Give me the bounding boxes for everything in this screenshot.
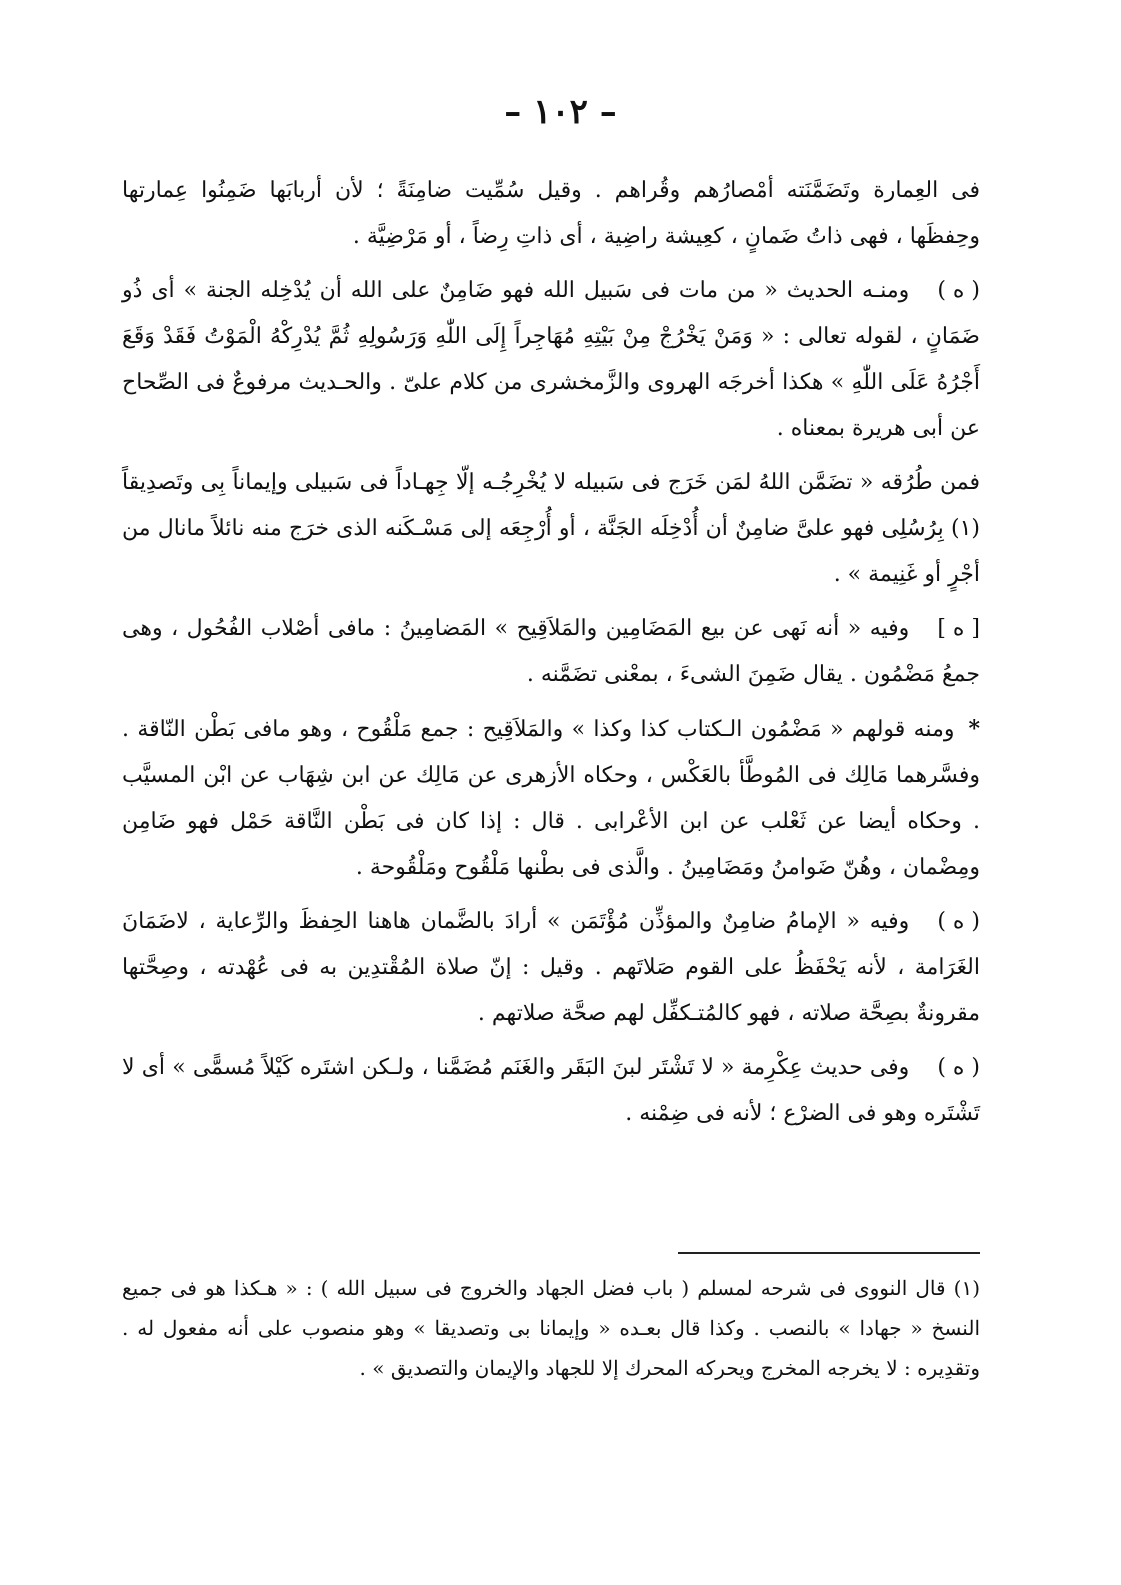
footnote-divider bbox=[678, 1252, 980, 1254]
paragraph-text: وفيه « الإمامُ ضامِنٌ والمؤذِّن مُؤْتَمَن » أرادَ بالضَّمان هاهنا الحِفظَ والرِّعاية ، لاضَمَانَ الغَرَامة ، لأنه يَحْفَظُ على القوم صَلاتَهم . وقيل : إنّ صلاة المُقْتدِين به فى عُهْدته ، وصِحَّتها مقرونةٌ بصِحَّة صلاته ، فهو كالمُتـكفِّل لهم صحَّة صلاتهم . bbox=[122, 909, 980, 1026]
main-text bbox=[122, 168, 980, 1145]
paragraph-1 bbox=[122, 168, 980, 260]
footnote bbox=[122, 1268, 980, 1388]
paragraph-2 bbox=[122, 268, 980, 452]
footnote-text: (١) قال النووى فى شرحه لمسلم ( باب فضل الجهاد والخروج فى سبيل الله ) : « هـكذا هو فى جميع النسخ « جهادا » بالنصب . وكذا قال بعـده « وإيمانا بى وتصديقا » وهو منصوب على أنه مفعول له . وتقدِيره : لا يخرجه المخرج ويحركه المحرك إلا للجهاد والإيمان والتصديق » . bbox=[122, 1276, 980, 1380]
paragraph-7 bbox=[122, 1045, 980, 1137]
star-marker: * bbox=[968, 716, 980, 742]
hadith-marker: ( ه ) bbox=[937, 909, 980, 934]
paragraph-text: ومنـه الحديث « من مات فى سَبيل الله فهو ضَامِنٌ على الله أن يُدْخِله الجنة » أى ذُو ضَمَانٍ ، لقوله تعالى : « وَمَنْ يَخْرُجْ مِنْ بَيْتِهِ مُهَاجِراً إِلَى اللّٰهِ وَرَسُولِهِ ثُمَّ يُدْرِكْهُ الْمَوْتُ فَقَدْ وَقَعَ أَجْرُهُ عَلَى اللّٰهِ » هكذا أخرجَه الهروى والزَّمخشرى من كلام علىّ . والحـديث مرفوعٌ فى الصِّحاح عن أبى هريرة بمعناه . bbox=[122, 278, 980, 441]
paragraph-text: فمن طُرُقه « تضَمَّن اللهُ لمَن خَرَج فى سَبيله لا يُخْرِجُـه إلّا جِهـاداً فى سَبيلى وإيماناً بِى وتَصدِيقاً (١) بِرُسُلِى فهو علىَّ ضامِنٌ أن أُدْخِلَه الجَنَّة ، أو أُرْجِعَه إلى مَسْـكَنه الذى خرَج منه نائلاً مانال من أجْرٍ أو غَنِيمة » . bbox=[122, 470, 981, 587]
paragraph-text: وفى حديث عِكْرِمة « لا تَشْتَر لبنَ البَقَر والغَنَم مُضَمَّنا ، ولـكن اشتَره كَيْلاً مُسمًّى » أى لا تَشْتَره وهو فى الضرْع ؛ لأنه فى ضِمْنه . bbox=[122, 1055, 980, 1126]
hadith-marker: ( ه ) bbox=[937, 1055, 980, 1080]
paragraph-3 bbox=[122, 460, 980, 598]
paragraph-5 bbox=[122, 706, 980, 891]
page-number: – ١٠٢ – bbox=[504, 92, 617, 132]
paragraph-text: ومنه قولهم « مَضْمُون الـكتاب كذا وكذا » والمَلاَقِيح : جمع مَلْقُوح ، وهو مافى بَطْن النّاقة . وفسَّرهما مَالِك فى المُوطَّأ بالعَكْس ، وحكاه الأزهرى عن مَالِك عن ابن شِهَاب عن ابْن المسيَّب . وحكاه أيضا عن ثَعْلب عن ابن الأعْرابى . قال : إذا كان فى بَطْن النَّاقة حَمْل فهو ضَامِن ومِضْمان ، وهُنّ ضَوامنُ ومَضَامِينُ . والَّذى فى بطْنها مَلْقُوح ومَلْقُوحة . bbox=[122, 717, 980, 880]
paragraph-text: وفيه « أنه نَهى عن بيع المَضَامِين والمَلاَقِيح » المَضامِينُ : مافى أصْلاب الفُحُول ، وهى جمعُ مَضْمُون . يقال ضَمِنَ الشىءَ ، بمعْنى تضَمَّنه . bbox=[122, 616, 980, 687]
paragraph-4 bbox=[122, 606, 980, 698]
hadith-marker: ( ه ) bbox=[937, 278, 980, 303]
paragraph-6 bbox=[122, 899, 980, 1037]
hadith-marker: [ ه ] bbox=[937, 616, 980, 641]
paragraph-text: فى العِمارة وتَضَمَّنَته أمْصارُهم وقُراهم . وقيل سُمِّيت ضامِنَةً ؛ لأن أربابَها ضَمِنُوا عِمارتها وحِفظَها ، فهى ذاتُ ضَمانٍ ، كعِيشة راضِية ، أى ذاتِ رِضاً ، أو مَرْضِيَّة . bbox=[122, 178, 980, 249]
